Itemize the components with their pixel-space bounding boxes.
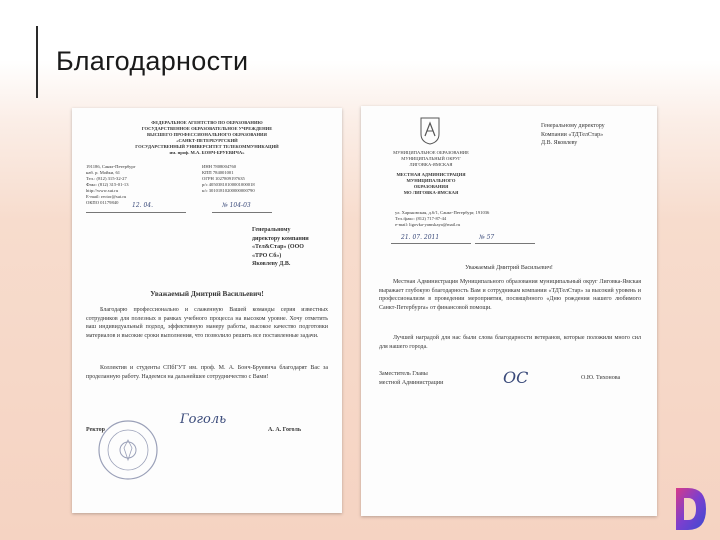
org-line: МО ЛИГОВКА-ЯМСКАЯ (403, 190, 459, 195)
recipient-line: Яковлеву Д.В. (252, 261, 291, 267)
recipient-line: директору компании (252, 235, 309, 242)
header-line: ГОСУДАРСТВЕННОЕ ОБРАЗОВАТЕЛЬНОЕ УЧРЕЖДЕНИЕ (141, 126, 273, 131)
address-line: Факс: (812) 315-01-13 (86, 182, 129, 187)
letter1-salutation: Уважаемый Дмитрий Васильевич! (150, 290, 264, 298)
letter1-address-right (202, 164, 312, 194)
letter1-address-left (86, 164, 186, 206)
number-underline (475, 243, 535, 244)
letter2-org-main (385, 172, 477, 196)
letter1-signer-title: Ректор (86, 427, 105, 433)
address-line: 191186, Санкт-Петербург (86, 164, 136, 169)
letter2-signer-title (379, 370, 443, 387)
letter2-addressee (541, 122, 651, 148)
address-line: http://www.sut.ru (86, 188, 119, 193)
letter2-org-small (385, 150, 477, 168)
address-line: E-mail: rector@sut.ru (86, 194, 127, 199)
header-line: ФЕДЕРАЛЬНОЕ АГЕНТСТВО ПО ОБРАЗОВАНИЮ (151, 120, 263, 125)
date-underline (391, 243, 471, 244)
letter1-number: № 104-03 (222, 202, 251, 209)
letter2-signature: ОС (503, 368, 529, 387)
recipient-line: Генеральному (252, 227, 291, 233)
letter1-signer-name: А. А. Гоголь (268, 427, 301, 433)
letter1-recipient (252, 226, 338, 269)
letter-university-thanks (72, 108, 342, 513)
org-line: МЕСТНАЯ АДМИНИСТРАЦИЯ (396, 172, 466, 177)
org-line: МУНИЦИПАЛЬНОГО (406, 178, 456, 183)
org-line: ЛИГОВКА-ЯМСКАЯ (409, 162, 453, 167)
letter1-paragraph1: Благодарю профессионально и слаженную Вашей команды серия известных сотрудников для полезных в рамках учебного процесса на высоком уровне. Хочу отметить ваш индивидуальный подход, эффективную манеру работы, высокое качество подготовки материалов и высокие сроки выполнения, что позволило решить все поставленные задачи. (86, 307, 328, 339)
title-accent-bar (36, 26, 38, 98)
letter-municipal-thanks (361, 106, 657, 516)
number-underline (212, 212, 272, 213)
address-line: Тел.: (812) 315-32-27 (86, 176, 127, 181)
addressee-line: Компании «ТДТелСтар» (541, 131, 604, 138)
address-line: наб. р. Мойки, 61 (86, 170, 121, 175)
address-line: КПП 784001001 (202, 170, 234, 175)
letter2-number: № 57 (479, 234, 495, 241)
letter2-address (395, 210, 515, 228)
address-line: Тел./факс: (812) 717-87-44 (395, 216, 447, 221)
letter1-paragraph2: Коллектив и студенты СПбГУТ им. проф. М. А. Бонч-Бруевича благодарят Вас за проделанную работу. Надеемся на дальнейшее сотрудничество с Вами! (86, 365, 328, 380)
header-line: «САНКТ-ПЕТЕРБУРГСКИЙ (176, 138, 238, 143)
letter1-signature: Гоголь (180, 412, 227, 427)
header-line: ГОСУДАРСТВЕННЫЙ УНИВЕРСИТЕТ ТЕЛЕКОММУНИКАЦИЙ (135, 144, 279, 149)
address-line: к/с 30101810200000000790 (202, 188, 255, 193)
addressee-line: Д.В. Яковлеву (541, 140, 578, 146)
address-line: ИНН 7808004760 (202, 164, 237, 169)
letter1-header (112, 120, 302, 156)
recipient-line: «ТРО Сб») (252, 252, 282, 259)
signer-title-line: Заместитель Главы (379, 371, 428, 377)
address-line: ОКПО 01179840 (86, 200, 119, 205)
date-underline (86, 212, 186, 213)
header-line: ВЫСШЕГО ПРОФЕССИОНАЛЬНОГО ОБРАЗОВАНИЯ (147, 132, 267, 137)
recipient-line: «Тел&Стар» (ООО (252, 244, 304, 250)
slide-title: Благодарности (56, 46, 249, 76)
header-line: им. проф. М.А. БОНЧ-БРУЕВИЧА» (169, 150, 245, 155)
org-line: МУНИЦИПАЛЬНОЕ ОБРАЗОВАНИЕ (393, 150, 469, 155)
org-line: ОБРАЗОВАНИЯ (413, 184, 449, 189)
letter1-date: 12. 04. (132, 202, 153, 209)
brand-d-logo-icon (670, 484, 710, 534)
address-line: р/с 40503810100001000018 (202, 182, 255, 187)
address-line: ОГРН 1027809197635 (202, 176, 245, 181)
letter2-signer-name: О.Ю. Тихонова (581, 375, 621, 381)
signer-title-line: местной Администрации (379, 379, 444, 386)
municipal-coat-of-arms-icon (419, 116, 441, 146)
official-seal-icon (96, 418, 160, 482)
letter2-salutation: Уважаемый Дмитрий Васильевич! (465, 265, 553, 271)
addressee-line: Генеральному директору (541, 123, 605, 129)
address-line: ул. Харьковская, д.6/1, Санкт-Петербург, 191036 (395, 210, 490, 215)
address-line: e-mail: ligovka-yamskaya@mail.ru (395, 222, 461, 227)
letter2-paragraph2: Лучшей наградой для нас были слова благодарности ветеранов, которые положили много сил для нашего города. (379, 335, 641, 350)
org-line: МУНИЦИПАЛЬНЫЙ ОКРУГ (401, 156, 461, 161)
letter2-paragraph1: Местная Администрация Муниципального образования муниципальный округ Лиговка-Ямская выражает глубокую благодарность Вам и сотрудникам компании «ТДТелСтар» за высокий уровень и профессионализм в проведении мероприятия, посвящённого «Дню рождения нашего любимого Санкт-Петербурга» от финансовой помощи. (379, 279, 641, 311)
letter2-date: 21. 07. 2011 (401, 234, 440, 241)
